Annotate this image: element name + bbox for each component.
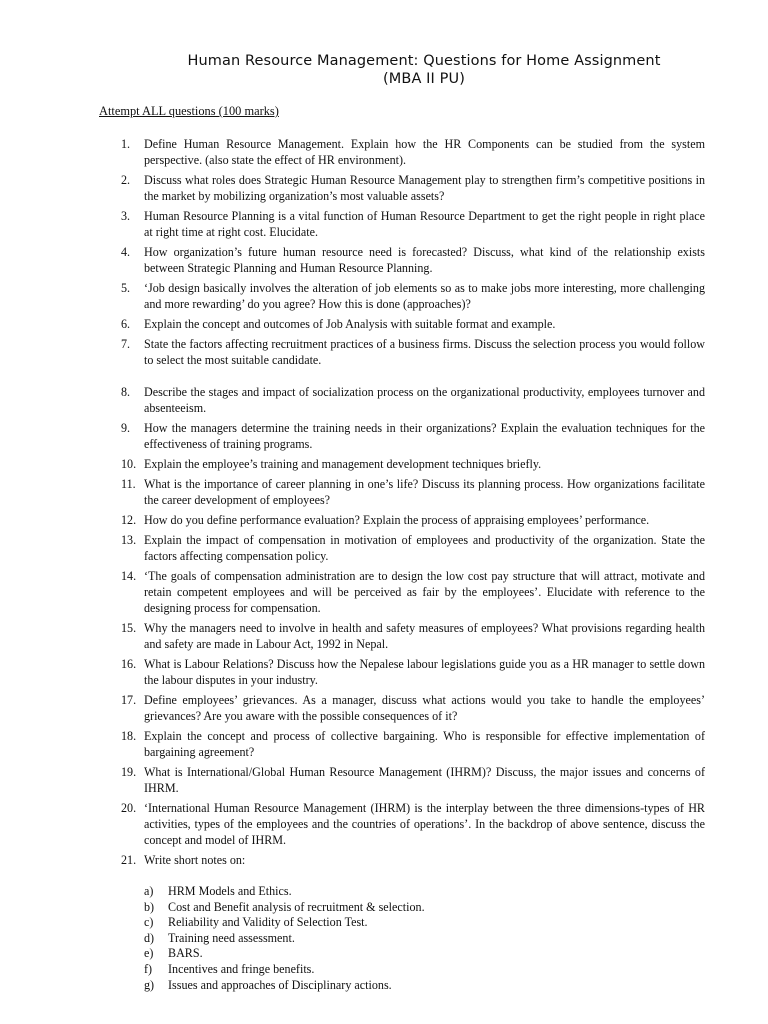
- question-number: 12.: [121, 513, 137, 527]
- question-text: What is Labour Relations? Discuss how the Nepalese labour legislations guide you as a HR manager to settle down the labour disputes in your industry.: [144, 657, 705, 687]
- question-text: ‘Job design basically involves the alteration of job elements so as to make jobs more interesting, more challenging and more rewarding’ do you agree? How this is done (approaches)?: [144, 281, 705, 311]
- question-item: [99, 172, 705, 204]
- short-note-text: Incentives and fringe benefits.: [168, 961, 315, 976]
- question-number: 6.: [121, 317, 131, 331]
- question-item: [99, 728, 705, 760]
- question-item: [99, 244, 705, 276]
- question-text: What is International/Global Human Resource Management (IHRM)? Discuss, the major issues and concerns of IHRM.: [144, 765, 705, 795]
- short-note-item: [144, 931, 705, 947]
- question-number: 20.: [121, 801, 137, 815]
- question-number: 17.: [121, 693, 137, 707]
- short-note-letter: b): [144, 899, 155, 914]
- short-note-text: Cost and Benefit analysis of recruitment & selection.: [168, 899, 425, 914]
- short-notes-list: [144, 884, 705, 993]
- question-text: What is the importance of career planning in one’s life? Discuss its planning process. How organizations facilitate the career development of employees?: [144, 477, 705, 507]
- question-item: [99, 852, 705, 993]
- question-item: [99, 656, 705, 688]
- short-note-letter: f): [144, 961, 153, 976]
- question-number: 13.: [121, 533, 137, 547]
- question-text: Define Human Resource Management. Explain how the HR Components can be studied from the system perspective. (also state the effect of HR environment).: [144, 137, 705, 167]
- question-item: [99, 476, 705, 508]
- instruction-text: Attempt ALL questions (100 marks): [99, 104, 279, 118]
- question-number: 14.: [121, 569, 137, 583]
- question-item: [99, 568, 705, 616]
- short-note-text: Issues and approaches of Disciplinary actions.: [168, 977, 392, 992]
- question-item: [99, 280, 705, 312]
- question-list: [99, 136, 705, 997]
- question-text: ‘International Human Resource Management (IHRM) is the interplay between the three dimensions-types of HR activities, types of the employees and the countries of operations’. In the backdrop of above sentence, discuss the concept and model of IHRM.: [144, 801, 705, 847]
- question-number: 15.: [121, 621, 137, 635]
- question-item: [99, 336, 705, 368]
- question-item: [99, 692, 705, 724]
- question-number: 3.: [121, 209, 131, 223]
- question-number: 16.: [121, 657, 137, 671]
- question-number: 19.: [121, 765, 137, 779]
- document-title: [0, 52, 768, 88]
- short-note-letter: a): [144, 884, 154, 898]
- short-note-item: [144, 900, 705, 916]
- short-note-letter: g): [144, 977, 155, 992]
- short-note-letter: d): [144, 930, 155, 945]
- question-text: Explain the employee’s training and management development techniques briefly.: [144, 457, 542, 471]
- question-text: Discuss what roles does Strategic Human Resource Management play to strengthen firm’s competitive positions in the market by mobilizing organization’s most valuable assets?: [144, 173, 705, 203]
- question-number: 10.: [121, 457, 137, 471]
- question-number: 7.: [121, 337, 131, 351]
- question-text: State the factors affecting recruitment practices of a business firms. Discuss the selection process you would follow to select the most suitable candidate.: [144, 337, 705, 367]
- question-text: Why the managers need to involve in health and safety measures of employees? What provisions regarding health and safety are made in Labour Act, 1992 in Nepal.: [144, 621, 705, 651]
- short-note-item: [144, 962, 705, 978]
- question-number: 18.: [121, 729, 137, 743]
- question-number: 11.: [121, 477, 136, 491]
- question-text: Explain the concept and process of collective bargaining. Who is responsible for effective implementation of bargaining agreement?: [144, 729, 705, 759]
- short-note-letter: e): [144, 946, 154, 961]
- question-text: Define employees’ grievances. As a manager, discuss what actions would you take to handle the employees’ grievances? Are you aware with the possible consequences of it?: [144, 693, 705, 723]
- short-note-item: [144, 946, 705, 962]
- short-note-letter: c): [144, 915, 154, 930]
- question-item: [99, 384, 705, 416]
- question-text: How do you define performance evaluation? Explain the process of appraising employees’ performance.: [144, 513, 650, 527]
- question-text: Describe the stages and impact of socialization process on the organizational productivity, employees turnover and absenteeism.: [144, 385, 705, 415]
- question-item: [99, 620, 705, 652]
- short-note-item: [144, 978, 705, 994]
- question-number: 8.: [121, 385, 131, 399]
- title-line-2: (MBA II PU): [383, 71, 465, 87]
- question-text: Write short notes on:: [144, 853, 246, 867]
- short-note-text: Reliability and Validity of Selection Test.: [168, 915, 368, 930]
- question-number: 4.: [121, 245, 131, 259]
- question-text: Explain the concept and outcomes of Job Analysis with suitable format and example.: [144, 317, 556, 331]
- question-item: [99, 316, 705, 332]
- question-number: 5.: [121, 281, 131, 295]
- question-text: How organization’s future human resource need is forecasted? Discuss, what kind of the relationship exists between Strategic Planning and Human Resource Planning.: [144, 245, 705, 275]
- title-line-1: Human Resource Management: Questions for Home Assignment: [187, 53, 661, 69]
- short-note-text: HRM Models and Ethics.: [168, 884, 292, 898]
- question-text: ‘The goals of compensation administration are to design the low cost pay structure that will attract, motivate and retain competent employees and will be perceived as fair by the employees’. Elucidate with reference to the designing process for compensation.: [144, 569, 705, 615]
- question-item: [99, 764, 705, 796]
- short-note-item: [144, 884, 705, 900]
- question-text: Human Resource Planning is a vital function of Human Resource Department to get the right people in right place at right time at right cost. Elucidate.: [144, 209, 705, 239]
- question-text: Explain the impact of compensation in motivation of employees and productivity of the organization. State the factors affecting compensation policy.: [144, 533, 705, 563]
- question-number: 9.: [121, 421, 131, 435]
- question-item: [99, 532, 705, 564]
- question-item: [99, 456, 705, 472]
- question-item: [99, 512, 705, 528]
- question-text: How the managers determine the training needs in their organizations? Explain the evaluation techniques for the effectiveness of training programs.: [144, 421, 705, 451]
- short-note-text: Training need assessment.: [168, 930, 295, 945]
- short-note-text: BARS.: [168, 946, 203, 961]
- question-item: [99, 208, 705, 240]
- question-item: [99, 136, 705, 168]
- short-note-item: [144, 915, 705, 931]
- question-number: 21.: [121, 853, 137, 867]
- question-item: [99, 800, 705, 848]
- question-number: 1.: [121, 137, 131, 151]
- question-item: [99, 420, 705, 452]
- question-number: 2.: [121, 173, 131, 187]
